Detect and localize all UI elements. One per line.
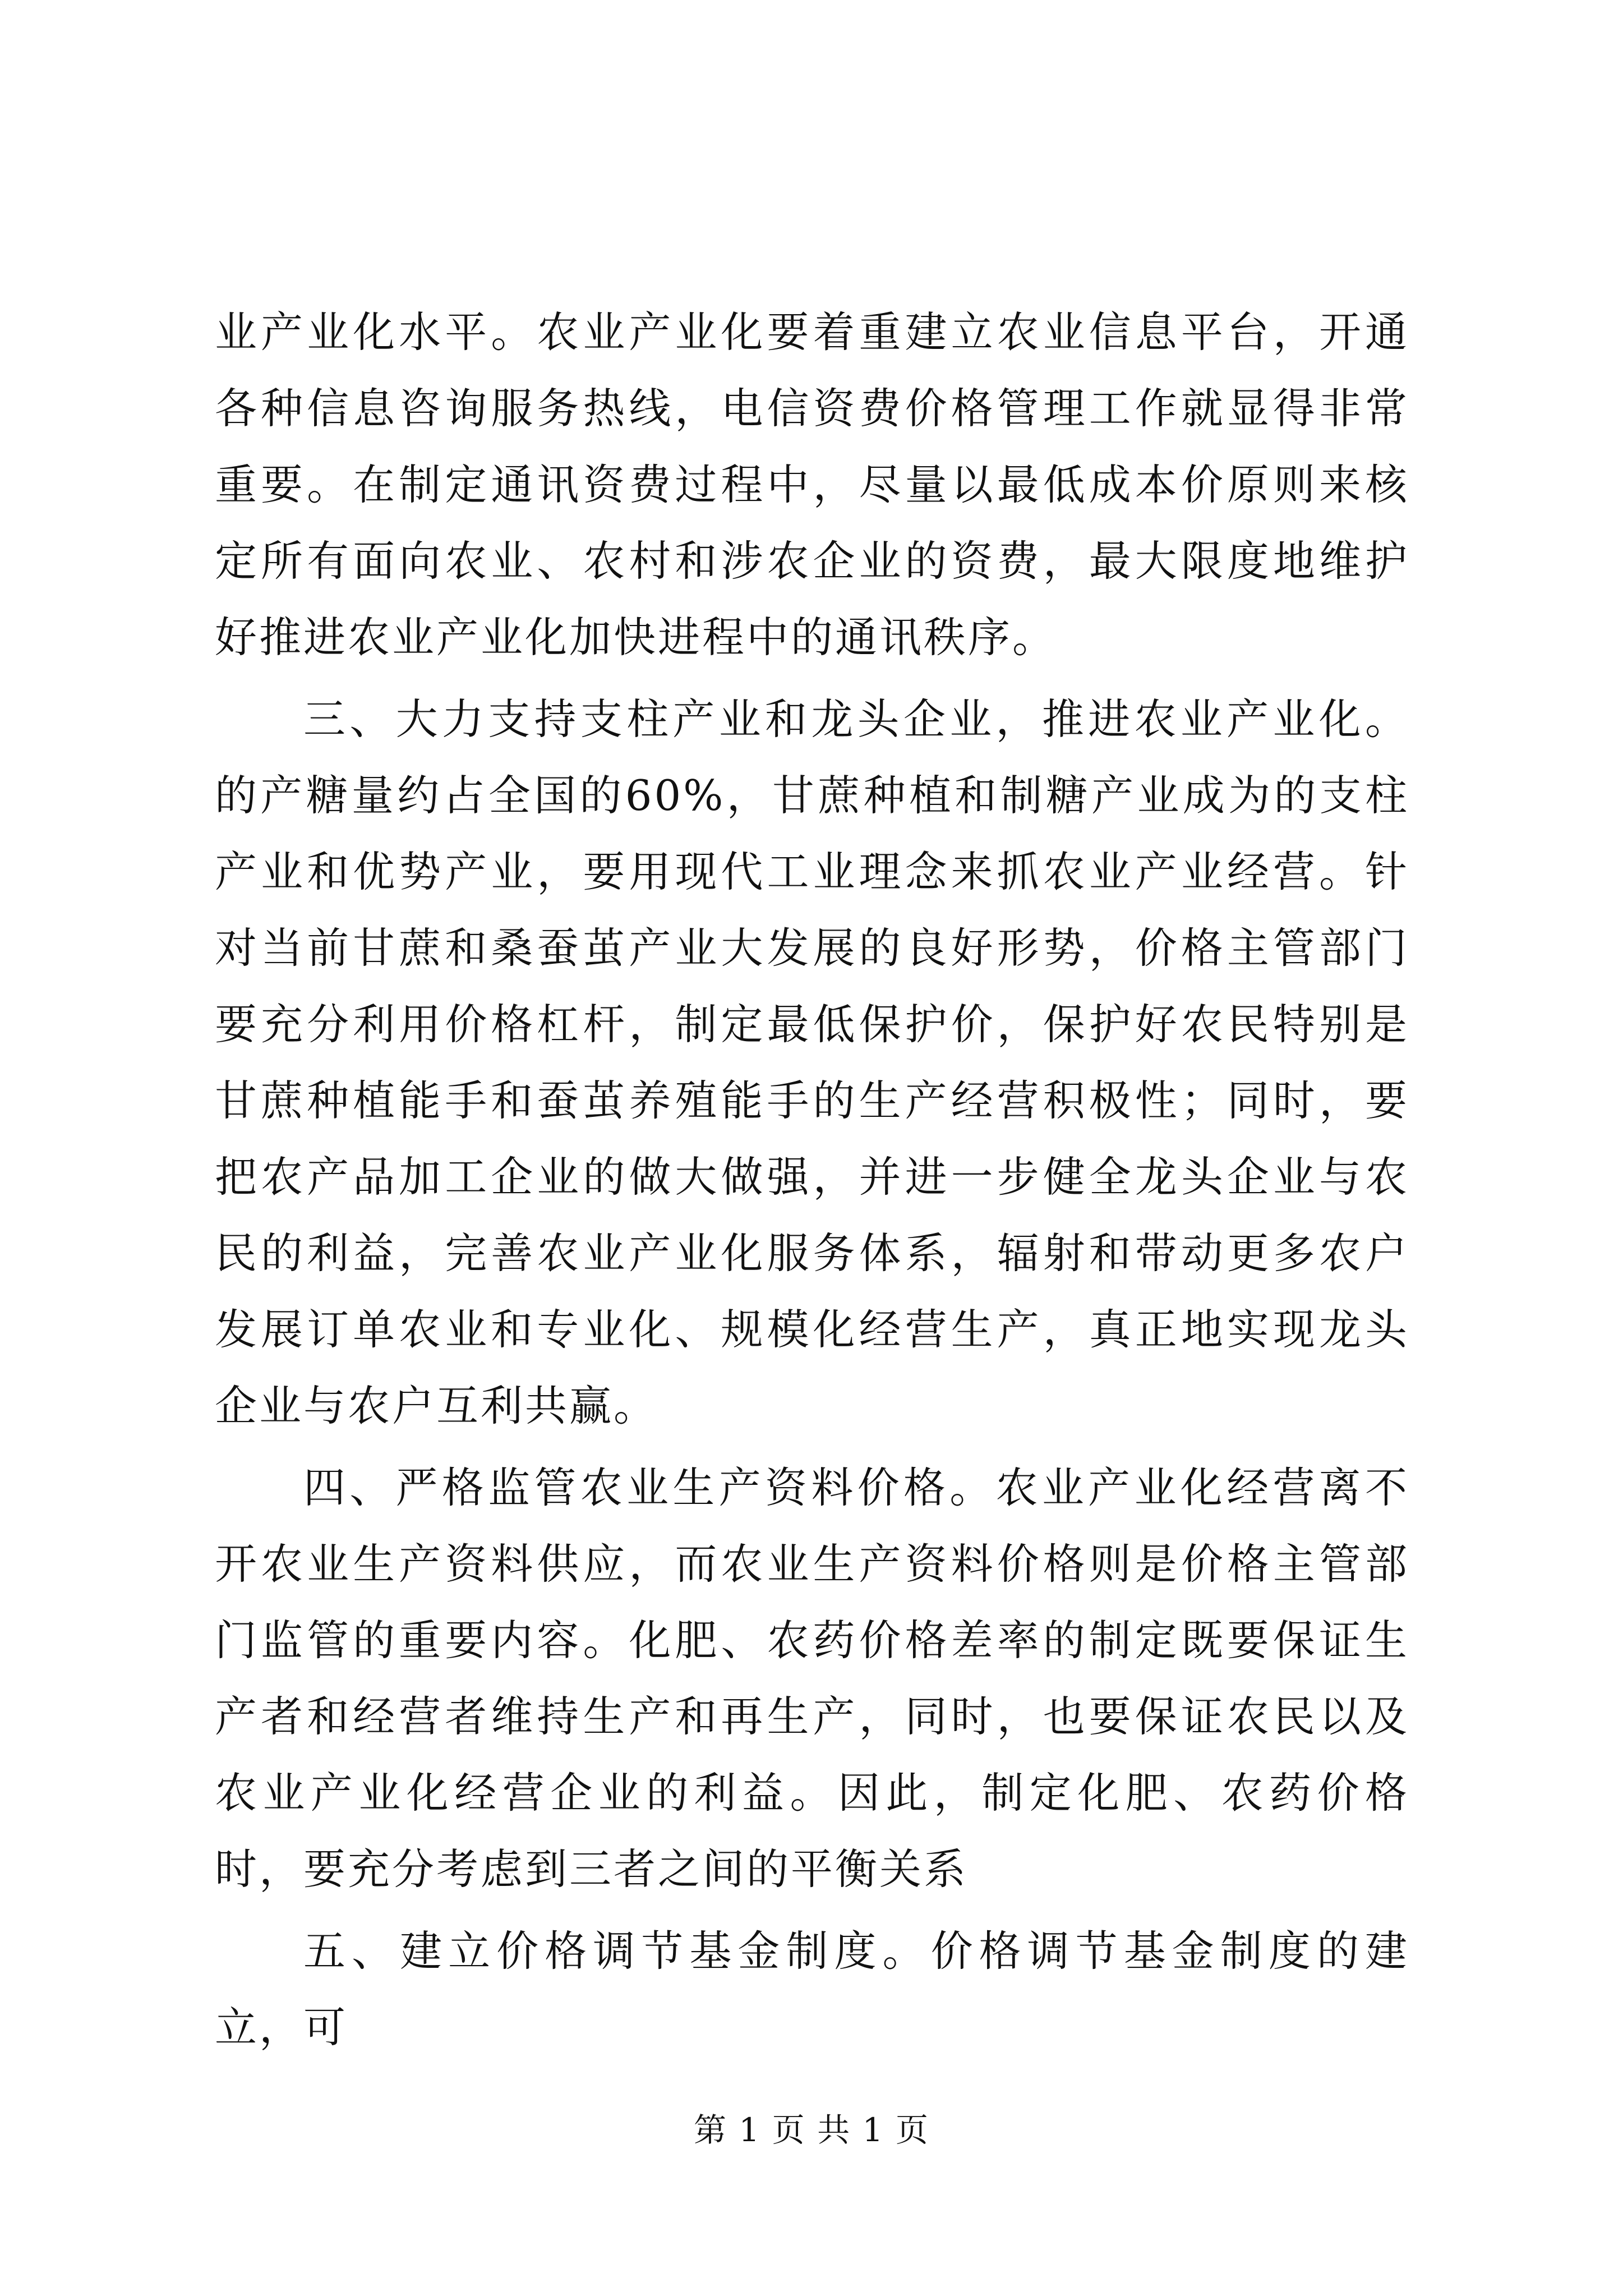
paragraph-continuation: 业产业化水平。农业产业化要着重建立农业信息平台，开通各种信息咨询服务热线，电信资费价格管理工作就显得非常重要。在制定通讯资费过程中，尽量以最低成本价原则来核定所有面向农业、农村和涉农企业的资费，最大限度地维护好推进农业产业化加快进程中的通讯秩序。: [215, 307, 1409, 662]
paragraph-section-three: 三、大力支持支柱产业和龙头企业，推进农业产业化。的产糖量约占全国的60%，甘蔗种植和制糖产业成为的支柱产业和优势产业，要用现代工业理念来抓农业产业经营。针对当前甘蔗和桑蚕茧产业大发展的良好形势，价格主管部门要充分利用价格杠杆，制定最低保护价，保护好农民特别是甘蔗种植能手和蚕茧养殖能手的生产经营积极性；同时，要把农产品加工企业的做大做强，并进一步健全龙头企业与农民的利益，完善农业产业化服务体系，辐射和带动更多农户发展订单农业和专业化、规模化经营生产，真正地实现龙头企业与农户互利共赢。: [215, 694, 1409, 1430]
paragraph-section-four: 四、严格监管农业生产资料价格。农业产业化经营离不开农业生产资料供应，而农业生产资料价格则是价格主管部门监管的重要内容。化肥、农药价格差率的制定既要保证生产者和经营者维持生产和再生产，同时，也要保证农民以及农业产业化经营企业的利益。因此，制定化肥、农药价格时，要充分考虑到三者之间的平衡关系: [215, 1463, 1409, 1894]
paragraph-section-five: 五、建立价格调节基金制度。价格调节基金制度的建立，可: [215, 1926, 1409, 2052]
page-number-footer: 第 1 页 共 1 页: [694, 2111, 929, 2149]
document-body: [215, 294, 1409, 2065]
